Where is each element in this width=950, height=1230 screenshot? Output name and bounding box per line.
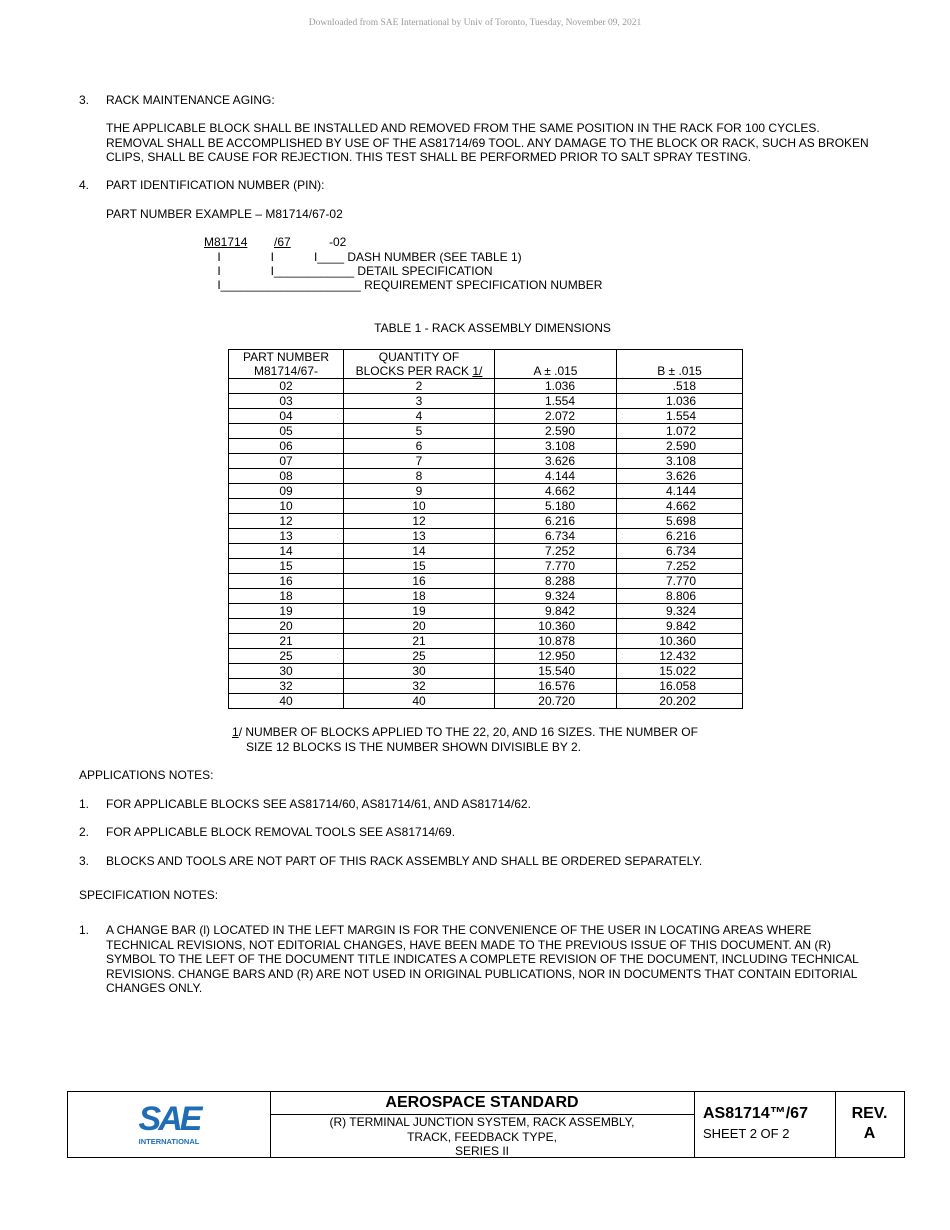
pin-example: PART NUMBER EXAMPLE – M81714/67-02 [106, 207, 343, 221]
col-header-part-number: PART NUMBER M81714/67- [229, 350, 344, 379]
pin-part-dash: -02 [329, 235, 347, 249]
cell-a: 10.878 [495, 634, 617, 649]
cell-b: 15.022 [617, 664, 743, 679]
table-row [229, 379, 743, 394]
table-row [229, 499, 743, 514]
cell-a: 16.576 [495, 679, 617, 694]
doc-number: AS81714™/67 [703, 1105, 808, 1122]
cell-part-number: 32 [229, 679, 344, 694]
app-note-2-text: FOR APPLICABLE BLOCK REMOVAL TOOLS SEE AS81714/69. [106, 825, 456, 839]
table-row [229, 394, 743, 409]
cell-quantity: 20 [344, 619, 495, 634]
standard-title: AEROSPACE STANDARD [270, 1092, 694, 1115]
cell-b: 1.554 [617, 409, 743, 424]
cell-quantity: 12 [344, 514, 495, 529]
cell-b: 9.842 [617, 619, 743, 634]
rev-value: A [863, 1125, 876, 1142]
sae-logo-letters: SAE [138, 1100, 200, 1138]
title-cell [270, 1092, 695, 1157]
cell-quantity: 14 [344, 544, 495, 559]
cell-part-number: 21 [229, 634, 344, 649]
table-body [229, 379, 743, 709]
cell-a: 1.036 [495, 379, 617, 394]
cell-a: 4.662 [495, 484, 617, 499]
doc-number-cell [694, 1092, 836, 1157]
table-row [229, 664, 743, 679]
cell-part-number: 40 [229, 694, 344, 709]
col-header-a: A ± .015 [495, 350, 617, 379]
cell-b: 4.144 [617, 484, 743, 499]
table-1-title: TABLE 1 - RACK ASSEMBLY DIMENSIONS [374, 321, 611, 335]
rack-assembly-table [228, 349, 743, 709]
cell-part-number: 14 [229, 544, 344, 559]
cell-b: 10.360 [617, 634, 743, 649]
cell-part-number: 08 [229, 469, 344, 484]
table-row [229, 694, 743, 709]
cell-quantity: 10 [344, 499, 495, 514]
cell-b: 1.072 [617, 424, 743, 439]
table-row [229, 544, 743, 559]
table-row [229, 409, 743, 424]
cell-quantity: 13 [344, 529, 495, 544]
title-block [67, 1091, 905, 1158]
cell-a: 2.072 [495, 409, 617, 424]
cell-b: 8.806 [617, 589, 743, 604]
table-row [229, 679, 743, 694]
cell-part-number: 05 [229, 424, 344, 439]
cell-part-number: 12 [229, 514, 344, 529]
table-row [229, 529, 743, 544]
cell-quantity: 18 [344, 589, 495, 604]
cell-b: 6.216 [617, 529, 743, 544]
cell-a: 9.324 [495, 589, 617, 604]
cell-part-number: 02 [229, 379, 344, 394]
cell-quantity: 25 [344, 649, 495, 664]
cell-part-number: 04 [229, 409, 344, 424]
cell-a: 3.626 [495, 454, 617, 469]
section-4-number: 4. [79, 178, 90, 192]
cell-b: 5.698 [617, 514, 743, 529]
spec-note-1-number: 1. [79, 923, 90, 937]
app-note-2-number: 2. [79, 825, 90, 839]
cell-quantity: 6 [344, 439, 495, 454]
cell-quantity: 21 [344, 634, 495, 649]
app-note-3-number: 3. [79, 854, 90, 868]
cell-b: 12.432 [617, 649, 743, 664]
pin-diagram-line-1: I I I____ DASH NUMBER (SEE TABLE 1) [204, 250, 522, 264]
cell-quantity: 7 [344, 454, 495, 469]
application-notes-heading: APPLICATIONS NOTES: [79, 768, 214, 782]
pin-diagram-line-3: I_____________________ REQUIREMENT SPECIFICATION NUMBER [204, 278, 603, 292]
cell-quantity: 16 [344, 574, 495, 589]
cell-part-number: 13 [229, 529, 344, 544]
cell-a: 3.108 [495, 439, 617, 454]
cell-b: 1.036 [617, 394, 743, 409]
cell-quantity: 32 [344, 679, 495, 694]
revision-cell [835, 1092, 904, 1157]
specification-notes-heading: SPECIFICATION NOTES: [79, 888, 219, 902]
cell-part-number: 20 [229, 619, 344, 634]
cell-b: 3.626 [617, 469, 743, 484]
section-3-number: 3. [79, 93, 90, 107]
cell-quantity: 2 [344, 379, 495, 394]
cell-b: 2.590 [617, 439, 743, 454]
cell-a: 5.180 [495, 499, 617, 514]
table-row [229, 514, 743, 529]
pin-part-spec: M81714 [204, 235, 248, 249]
table-row [229, 574, 743, 589]
section-4-heading: PART IDENTIFICATION NUMBER (PIN): [106, 178, 325, 192]
quantity-header-text: QUANTITY OF BLOCKS PER RACK [355, 350, 469, 378]
cell-b: 3.108 [617, 454, 743, 469]
table-row [229, 559, 743, 574]
quantity-header-note: 1/ [472, 364, 483, 378]
table-row [229, 454, 743, 469]
cell-quantity: 9 [344, 484, 495, 499]
col-header-quantity [344, 350, 495, 379]
cell-part-number: 30 [229, 664, 344, 679]
cell-quantity: 5 [344, 424, 495, 439]
cell-a: 6.734 [495, 529, 617, 544]
cell-quantity: 4 [344, 409, 495, 424]
sae-logo-subtitle: INTERNATIONAL [138, 1137, 200, 1146]
cell-b: 7.252 [617, 559, 743, 574]
table-row [229, 589, 743, 604]
cell-part-number: 03 [229, 394, 344, 409]
pin-part-detail: /67 [274, 235, 291, 249]
col-header-b: B ± .015 [617, 350, 743, 379]
cell-b: 6.734 [617, 544, 743, 559]
cell-part-number: 19 [229, 604, 344, 619]
cell-b: 7.770 [617, 574, 743, 589]
table-row [229, 439, 743, 454]
table-row [229, 634, 743, 649]
table-row [229, 619, 743, 634]
cell-quantity: 40 [344, 694, 495, 709]
cell-a: 4.144 [495, 469, 617, 484]
cell-quantity: 8 [344, 469, 495, 484]
table-footnote-line-2: SIZE 12 BLOCKS IS THE NUMBER SHOWN DIVISIBLE BY 2. [246, 740, 581, 754]
cell-part-number: 25 [229, 649, 344, 664]
sheet-number: SHEET 2 OF 2 [703, 1126, 790, 1141]
cell-b: 20.202 [617, 694, 743, 709]
cell-quantity: 3 [344, 394, 495, 409]
cell-b: 4.662 [617, 499, 743, 514]
cell-b: 9.324 [617, 604, 743, 619]
cell-a: 15.540 [495, 664, 617, 679]
app-note-1-number: 1. [79, 797, 90, 811]
footnote-mark: 1 [232, 725, 239, 739]
cell-part-number: 09 [229, 484, 344, 499]
cell-a: 6.216 [495, 514, 617, 529]
table-row [229, 469, 743, 484]
cell-part-number: 07 [229, 454, 344, 469]
cell-part-number: 15 [229, 559, 344, 574]
section-3-body: THE APPLICABLE BLOCK SHALL BE INSTALLED AND REMOVED FROM THE SAME POSITION IN THE RACK FOR 100 CYCLES. REMOVAL SHALL BE ACCOMPLISHED BY USE OF THE AS81714/69 TOOL. ANY DAMAGE TO THE BLOCK OR RACK, SUCH AS BROKEN CLIPS, SHALL BE CAUSE FOR REJECTION. THIS TEST SHALL BE PERFORMED PRIOR TO SALT SPRAY TESTING. [106, 121, 869, 164]
table-row [229, 484, 743, 499]
cell-a: 10.360 [495, 619, 617, 634]
sae-logo [68, 1092, 270, 1157]
table-row [229, 649, 743, 664]
pin-diagram-line-2: I I____________ DETAIL SPECIFICATION [204, 264, 493, 278]
app-note-3-text: BLOCKS AND TOOLS ARE NOT PART OF THIS RACK ASSEMBLY AND SHALL BE ORDERED SEPARATELY. [106, 854, 703, 868]
sae-logo-cell [68, 1092, 271, 1157]
rev-label: REV. [851, 1105, 888, 1122]
cell-quantity: 30 [344, 664, 495, 679]
section-3-heading: RACK MAINTENANCE AGING: [106, 93, 275, 107]
cell-a: 2.590 [495, 424, 617, 439]
cell-part-number: 16 [229, 574, 344, 589]
table-row [229, 424, 743, 439]
cell-a: 20.720 [495, 694, 617, 709]
spec-note-1-text: A CHANGE BAR (l) LOCATED IN THE LEFT MARGIN IS FOR THE CONVENIENCE OF THE USER IN LOCATING AREAS WHERE TECHNICAL REVISIONS, NOT EDITORIAL CHANGES, HAVE BEEN MADE TO THE PREVIOUS ISSUE OF THIS DOCUMENT. AN (R) SYMBOL TO THE LEFT OF THE DOCUMENT TITLE INDICATES A COMPLETE REVISION OF THE DOCUMENT, INCLUDING TECHNICAL REVISIONS. CHANGE BARS AND (R) ARE NOT USED IN ORIGINAL PUBLICATIONS, NOR IN DOCUMENTS THAT CONTAIN EDITORIAL CHANGES ONLY. [106, 923, 859, 995]
footnote-text-1: / NUMBER OF BLOCKS APPLIED TO THE 22, 20, AND 16 SIZES. THE NUMBER OF [238, 725, 698, 739]
cell-b: 16.058 [617, 679, 743, 694]
app-note-1-text: FOR APPLICABLE BLOCKS SEE AS81714/60, AS81714/61, AND AS81714/62. [106, 797, 531, 811]
document-description: (R) TERMINAL JUNCTION SYSTEM, RACK ASSEMBLY, TRACK, FEEDBACK TYPE, SERIES II [329, 1115, 635, 1158]
cell-part-number: 10 [229, 499, 344, 514]
cell-a: 12.950 [495, 649, 617, 664]
table-row [229, 604, 743, 619]
cell-a: 9.842 [495, 604, 617, 619]
download-notice: Downloaded from SAE International by Univ of Toronto, Tuesday, November 09, 2021 [308, 18, 642, 28]
cell-a: 8.288 [495, 574, 617, 589]
cell-b: .518 [617, 379, 743, 394]
cell-a: 1.554 [495, 394, 617, 409]
cell-a: 7.252 [495, 544, 617, 559]
cell-quantity: 15 [344, 559, 495, 574]
cell-a: 7.770 [495, 559, 617, 574]
cell-quantity: 19 [344, 604, 495, 619]
cell-part-number: 18 [229, 589, 344, 604]
cell-part-number: 06 [229, 439, 344, 454]
table-footnote-line-1 [232, 725, 698, 740]
